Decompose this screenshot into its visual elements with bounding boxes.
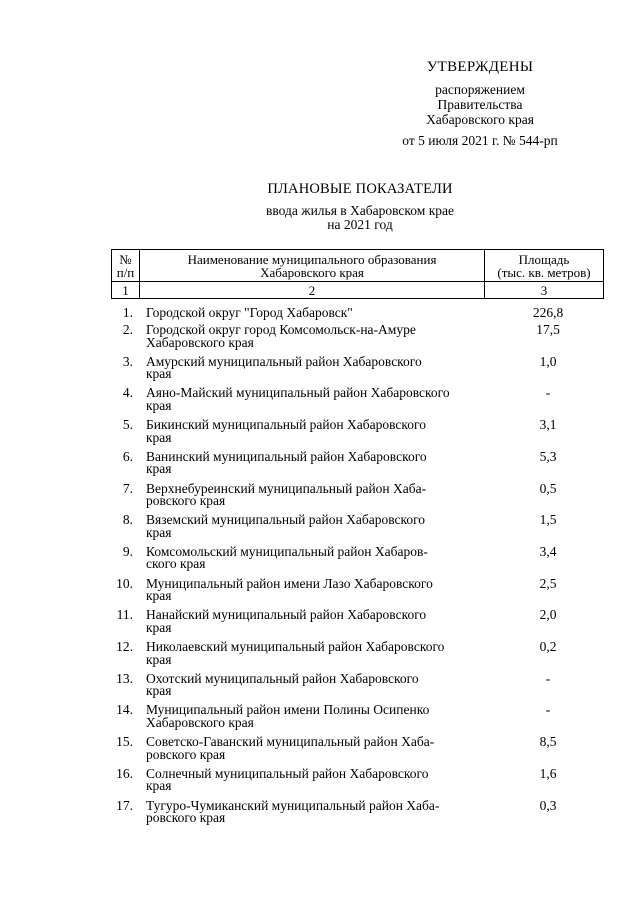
column-number: 3 <box>485 282 604 299</box>
row-name-line: ровского края <box>146 810 226 825</box>
row-name <box>146 670 486 699</box>
subtitle-line: ввода жилья в Хабаровском крае <box>266 203 454 218</box>
row-number: 11. <box>116 607 133 623</box>
row-value: 2,5 <box>539 575 557 591</box>
row-name-line: Николаевский муниципальный район Хабаровского <box>146 639 445 654</box>
row-value: 5,3 <box>539 448 557 464</box>
row-number: 15. <box>116 734 133 750</box>
row-name-line: края <box>146 619 172 635</box>
row-name <box>146 765 486 794</box>
row-number: 16. <box>116 765 133 781</box>
row-name-line: ровского края <box>146 493 226 508</box>
row-name <box>146 480 486 508</box>
row-value: 1,0 <box>539 353 557 369</box>
approval-stamp <box>380 58 580 148</box>
row-name <box>146 575 486 604</box>
row-value: - <box>545 385 551 401</box>
approval-line: Хабаровского края <box>426 112 534 127</box>
row-name-line: Верхнебуреинский муниципальный район Хаба- <box>146 480 427 496</box>
row-value: 17,5 <box>536 322 560 337</box>
row-name-line: Муниципальный район имени Полины Осипенко <box>146 702 430 718</box>
row-number: 6. <box>122 448 133 464</box>
row-name-line: края <box>146 683 172 699</box>
row-value: 3,4 <box>539 543 557 559</box>
row-name <box>146 419 486 444</box>
row-name-line: Бикинский муниципальный район Хабаровского <box>146 417 426 433</box>
row-name-line: Амурский муниципальный район Хабаровского <box>146 353 422 369</box>
header-num: № п/п <box>112 250 140 282</box>
row-number: 13. <box>116 670 133 686</box>
row-name-line: Тугуро-Чумиканский муниципальный район Хаба- <box>146 797 440 813</box>
approval-line: распоряжением <box>435 82 525 97</box>
approval-title: УТВЕРЖДЕНЫ <box>426 59 534 75</box>
row-number: 12. <box>116 639 133 654</box>
row-name <box>146 448 486 477</box>
row-name-line: ского края <box>146 556 206 572</box>
row-value: - <box>545 702 551 718</box>
row-name <box>146 514 486 539</box>
row-number: 1. <box>122 305 133 320</box>
row-number: 9. <box>122 543 133 559</box>
row-number: 2. <box>122 322 133 337</box>
row-name-line: Охотский муниципальный район Хабаровского <box>146 670 419 686</box>
row-number: 3. <box>122 353 133 369</box>
row-name-line: Советско-Гаванский муниципальный район Хаба- <box>146 734 435 750</box>
subtitle-line: на 2021 год <box>327 217 393 232</box>
row-value: 2,0 <box>539 607 557 623</box>
row-value: 226,8 <box>532 305 564 320</box>
row-name-line: края <box>146 397 172 413</box>
header-area: Площадь (тыс. кв. метров) <box>485 250 604 282</box>
row-name-line: края <box>146 461 172 477</box>
row-name-line: Муниципальный район имени Лазо Хабаровского <box>146 575 433 591</box>
row-number: 7. <box>122 480 133 496</box>
row-name-line: Хабаровского края <box>146 334 254 350</box>
row-value: 3,1 <box>539 417 557 433</box>
header-name: Наименование муниципального образования Хабаровского края <box>140 250 485 282</box>
row-value: 0,3 <box>539 797 557 813</box>
row-number: 14. <box>116 702 133 718</box>
row-name <box>146 307 486 320</box>
row-number: 8. <box>122 512 133 528</box>
table-header <box>111 249 604 299</box>
column-number: 2 <box>140 282 485 299</box>
row-name <box>146 736 486 761</box>
row-name-line: Комсомольский муниципальный район Хабаров- <box>146 543 428 559</box>
row-name-line: Городской округ город Комсомольск-на-Амуре <box>146 322 416 337</box>
row-name-line: края <box>146 524 172 540</box>
row-name <box>146 641 486 666</box>
row-name-line: Хабаровского края <box>146 714 254 730</box>
row-name-line: края <box>146 778 172 794</box>
row-value: 1,5 <box>539 512 557 528</box>
row-value: 8,5 <box>539 734 557 750</box>
row-name-line: края <box>146 429 172 445</box>
row-name-line: Нанайский муниципальный район Хабаровского <box>146 607 427 623</box>
row-value: 1,6 <box>539 765 557 781</box>
approval-date: от 5 июля 2021 г. № 544-рп <box>402 133 558 148</box>
row-name-line: Городской округ "Город Хабаровск" <box>146 305 353 320</box>
row-name <box>146 609 486 634</box>
row-name <box>146 797 486 825</box>
row-value: 0,2 <box>539 639 557 654</box>
row-name-line: края <box>146 651 172 667</box>
row-name <box>146 543 486 572</box>
row-name <box>146 324 486 349</box>
row-name <box>146 387 486 412</box>
approval-line: Правительства <box>437 97 523 112</box>
row-name-line: Аяно-Майский муниципальный район Хабаровского <box>146 385 450 401</box>
row-value: - <box>545 670 551 686</box>
title-line: ПЛАНОВЫЕ ПОКАЗАТЕЛИ <box>267 181 453 197</box>
row-value: 0,5 <box>539 480 557 496</box>
row-number: 5. <box>122 417 133 433</box>
row-name-line: Вяземский муниципальный район Хабаровского <box>146 512 426 528</box>
document-title <box>0 181 640 232</box>
row-number: 4. <box>122 385 133 401</box>
row-name <box>146 353 486 382</box>
column-number: 1 <box>112 282 140 299</box>
row-name-line: края <box>146 588 172 604</box>
row-name <box>146 704 486 729</box>
row-number: 17. <box>116 797 133 813</box>
row-number: 10. <box>116 575 133 591</box>
row-name-line: Солнечный муниципальный район Хабаровского <box>146 765 429 781</box>
row-name-line: Ванинский муниципальный район Хабаровского <box>146 448 427 464</box>
row-name-line: края <box>146 366 172 382</box>
row-name-line: ровского края <box>146 746 226 762</box>
